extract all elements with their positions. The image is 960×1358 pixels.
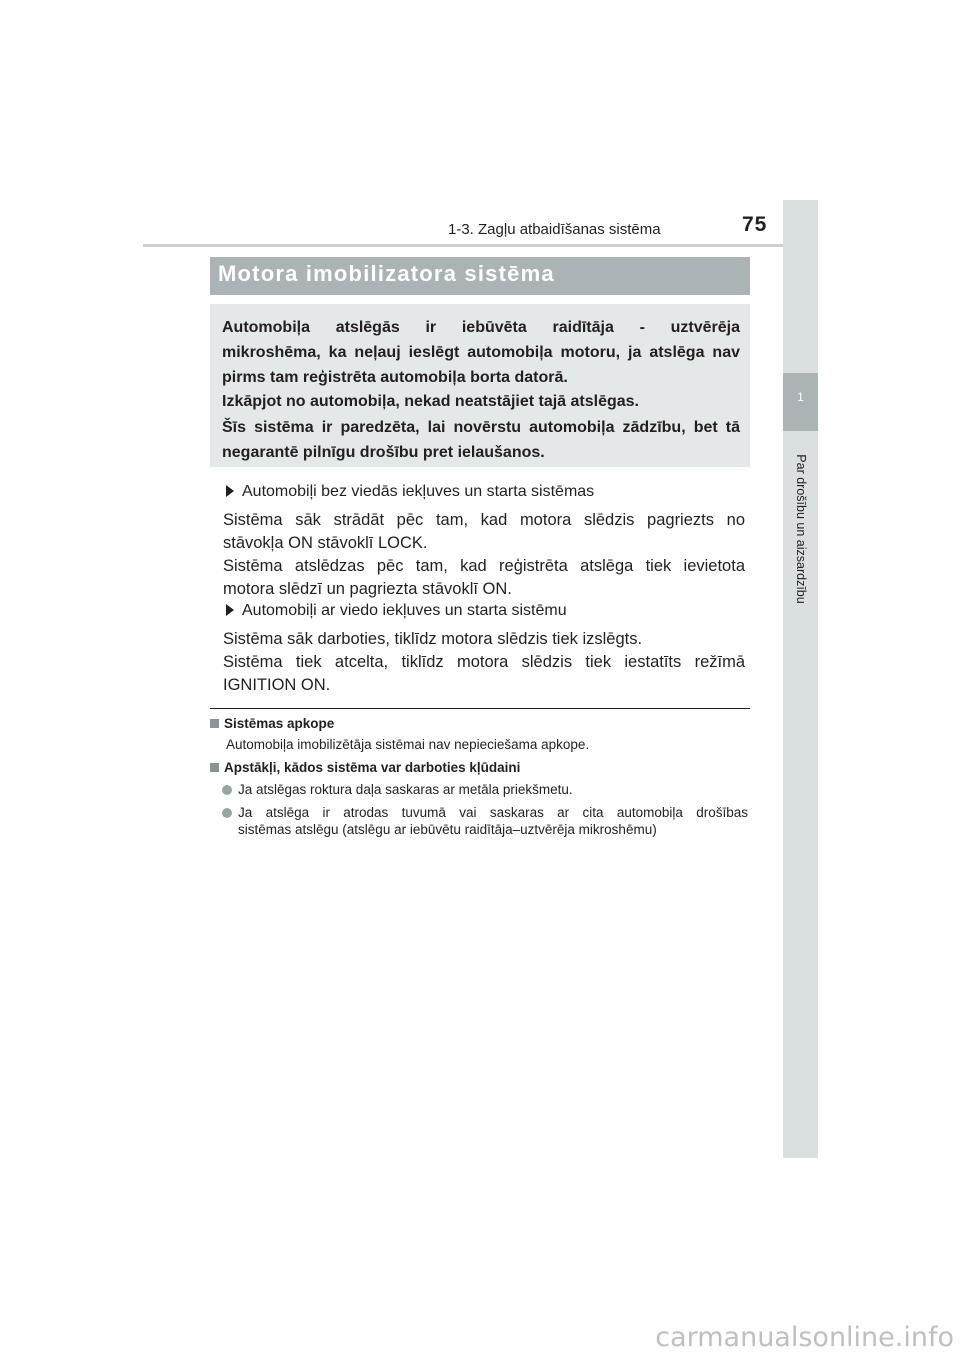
section-divider <box>210 708 750 709</box>
header-rule <box>143 244 818 247</box>
square-bullet-icon <box>210 719 219 728</box>
note-heading-text: Apstākļi, kādos sistēma var darboties kļūdaini <box>224 760 521 775</box>
section-reference: 1-3. Zagļu atbaidīšanas sistēma <box>448 221 661 238</box>
bullet-text: Ja atslēga ir atrodas tuvumā vai saskaras ar cita automobiļa drošības <box>238 805 748 820</box>
info-line: Šīs sistēma ir paredzēta, lai novērstu automobiļa zādzību, bet tā <box>222 419 740 436</box>
paragraph-line: Sistēma sāk darboties, tiklīdz motora slēdzis tiek izslēgts. <box>223 630 643 648</box>
subheading-text: Automobiļi bez viedās iekļuves un starta sistēmas <box>242 483 595 500</box>
info-line: Automobiļa atslēgās ir iebūvēta raidītāja - uztvērēja <box>222 319 740 336</box>
paragraph-line: stāvokļa ON stāvoklī LOCK. <box>223 534 428 552</box>
subheading-without-smart-entry <box>226 483 594 501</box>
round-bullet-icon <box>222 785 232 795</box>
note-maintenance-text: Automobiļa imobilizētāja sistēmai nav nepieciešama apkope. <box>226 737 590 752</box>
note-heading-maintenance <box>210 716 334 731</box>
square-bullet-icon <box>210 763 219 772</box>
watermark: carmanualsonline.info <box>655 1322 954 1353</box>
paragraph-line: IGNITION ON. <box>223 676 331 694</box>
subheading-text: Automobiļi ar viedo iekļuves un starta sistēmu <box>242 602 567 619</box>
info-line: negarantē pilnīgu drošību pret ielaušanos. <box>222 444 545 461</box>
info-line: pirms tam reģistrēta automobiļa borta datorā. <box>222 369 568 386</box>
info-box-paragraph-1 <box>222 315 740 390</box>
paragraph-line: Sistēma atslēdzas pēc tam, kad reģistrēta atslēga tiek ievietota <box>223 557 745 575</box>
subheading-with-smart-entry <box>226 602 567 620</box>
chapter-number: 1 <box>797 390 804 404</box>
info-box-paragraph-2 <box>222 389 740 414</box>
paragraph-with-smart-entry <box>223 628 745 697</box>
chapter-title-text: Par drošību un aizsardzību <box>794 454 808 604</box>
paragraph-line: Sistēma sāk strādāt pēc tam, kad motora slēdzis pagriezts no <box>223 511 745 529</box>
note-bullet-1 <box>222 781 748 798</box>
triangle-bullet-icon <box>226 485 234 497</box>
info-box-paragraph-3 <box>222 415 740 465</box>
note-heading-malfunction <box>210 760 520 775</box>
paragraph-line: Sistēma tiek atcelta, tiklīdz motora slēdzis tiek iestatīts režīmā <box>223 653 745 671</box>
note-heading-text: Sistēmas apkope <box>224 716 335 731</box>
bullet-text: Ja atslēgas roktura daļa saskaras ar metāla priekšmetu. <box>238 782 573 797</box>
section-title: Motora imobilizatora sistēma <box>218 261 555 286</box>
chapter-title <box>781 440 821 620</box>
triangle-bullet-icon <box>226 604 234 616</box>
note-bullet-2 <box>222 804 748 838</box>
info-line: Izkāpjot no automobiļa, nekad neatstājiet tajā atslēgas. <box>222 393 639 410</box>
info-line: mikroshēma, ka neļauj ieslēgt automobiļa motoru, ja atslēga nav <box>222 344 740 361</box>
paragraph-without-smart-entry <box>223 509 745 601</box>
paragraph-line: motora slēdzī un pagriezta stāvoklī ON. <box>223 580 512 598</box>
bullet-text: sistēmas atslēgu (atslēgu ar iebūvētu raidītāja–uztvērēja mikroshēmu) <box>238 822 657 837</box>
page-number: 75 <box>742 213 768 236</box>
round-bullet-icon <box>222 808 232 818</box>
side-tab-band <box>783 200 818 1158</box>
